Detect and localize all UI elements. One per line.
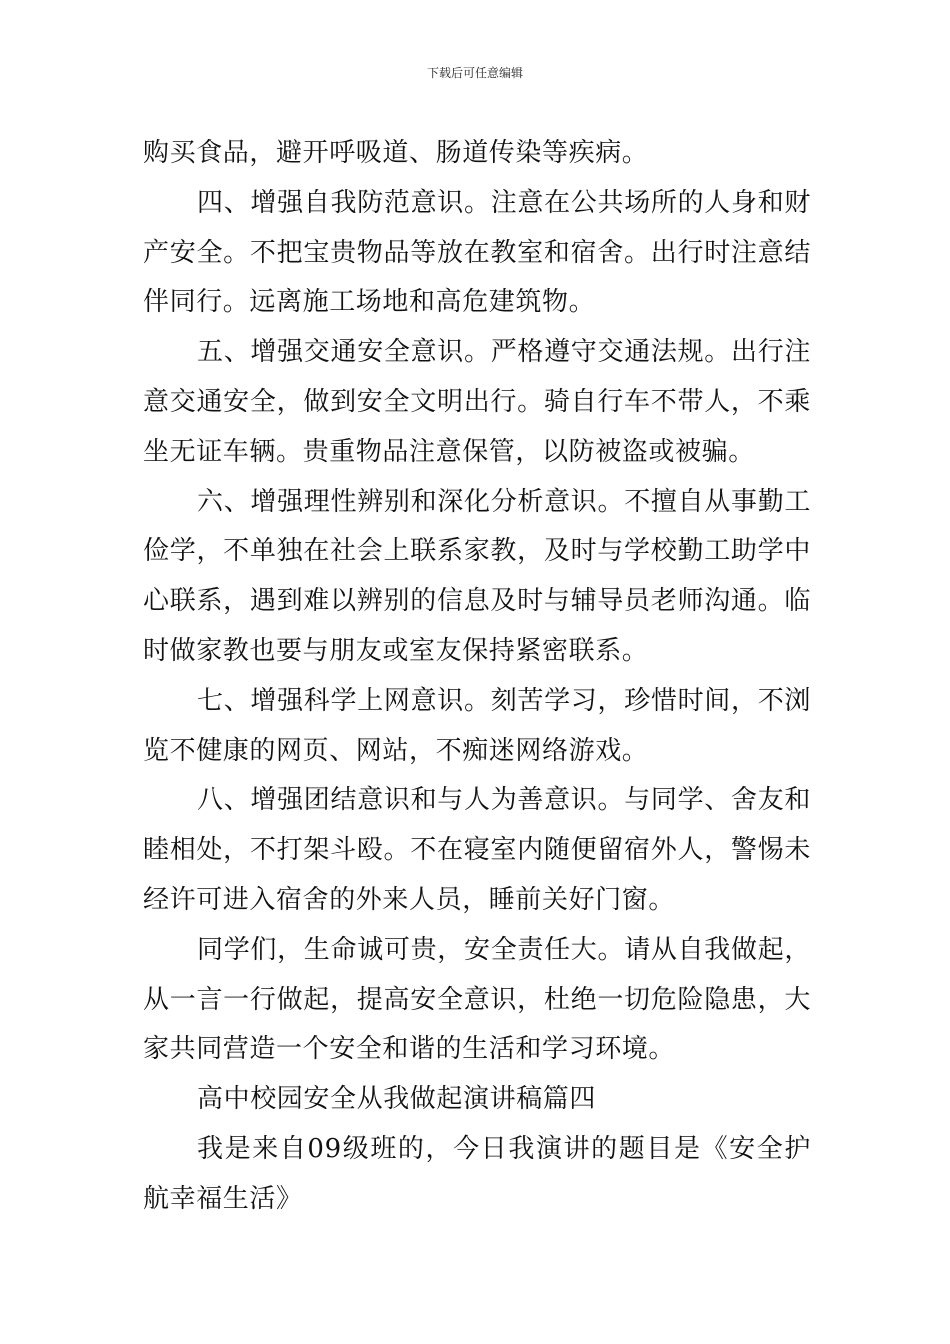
paragraph: 五、增强交通安全意识。严格遵守交通法规。出行注意交通安全，做到安全文明出行。骑自行车不带人，不乘坐无证车辆。贵重物品注意保管，以防被盗或被骗。: [143, 337, 811, 467]
paragraph: 八、增强团结意识和与人为善意识。与同学、舍友和睦相处，不打架斗殴。不在寝室内随便留宿外人，警惕未经许可进入宿舍的外来人员，睡前关好门窗。: [143, 785, 811, 915]
paragraph: 六、增强理性辨别和深化分析意识。不擅自从事勤工俭学，不单独在社会上联系家教，及时与学校勤工助学中心联系，遇到难以辨别的信息及时与辅导员老师沟通。临时做家教也要与朋友或室友保持紧密联系。: [143, 486, 811, 666]
paragraph: 我是来自09级班的，今日我演讲的题目是《安全护航幸福生活》: [143, 1133, 811, 1214]
paragraph: 同学们，生命诚可贵，安全责任大。请从自我做起，从一言一行做起，提高安全意识，杜绝一切危险隐患，大家共同营造一个安全和谐的生活和学习环境。: [143, 934, 811, 1065]
section-heading: 高中校园安全从我做起演讲稿篇四: [197, 1084, 597, 1115]
paragraph: 七、增强科学上网意识。刻苦学习，珍惜时间，不浏览不健康的网页、网站，不痴迷网络游戏。: [143, 685, 811, 766]
page-header-note: 下载后可任意编辑: [426, 66, 523, 80]
paragraph: 购买食品，避开呼吸道、肠道传染等疾病。: [143, 138, 649, 168]
paragraph: 四、增强自我防范意识。注意在公共场所的人身和财产安全。不把宝贵物品等放在教室和宿舍。出行时注意结伴同行。远离施工场地和高危建筑物。: [143, 187, 811, 318]
document-body: [143, 129, 811, 1225]
